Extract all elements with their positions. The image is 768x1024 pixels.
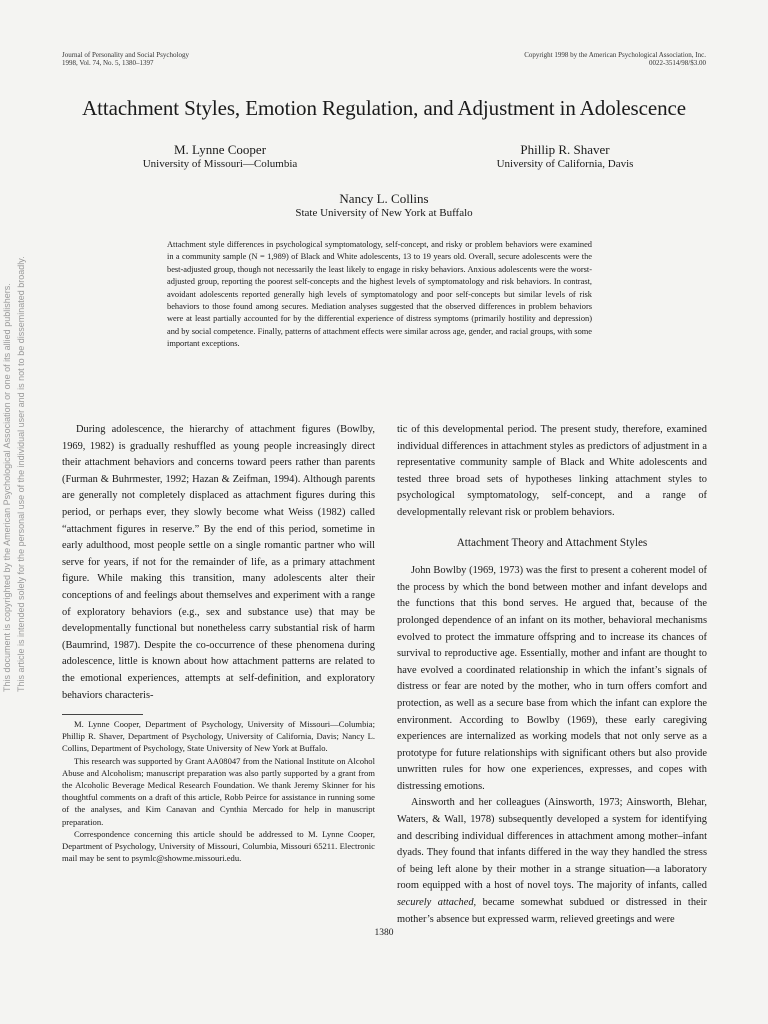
copyright-sidebar-notice: This document is copyrighted by the American Psychological Association or one of its allied publishers. <box>2 283 12 692</box>
author-name: Nancy L. Collins <box>339 191 429 206</box>
author-name: M. Lynne Cooper <box>173 142 267 157</box>
body-paragraph: John Bowlby (1969, 1973) was the first to present a coherent model of the process by which the bond between mother and infant develops and the functions that this bond serves. He argued that, because of the prolonged dependence of an infant on its mother, behavioral mechanisms evolved to protect the immature offspring and to increase its chances of survival to reproductive age. Essentially, mother and infant are thought to have evolved a coordinated relationship in which the infant’s signals of distress or fear are noted by the mother, who in turn offers comfort and protection, as well as a secure base from which the infant can explore the environment. According to Bowlby (1969), these early caregiving experiences are internalized as working models that not only serve as a prototype for future relationships with significant others but also provide unwritten rules for how one experiences, expresses, and copes with distressing emotions. <box>397 565 707 792</box>
author-name: Phillip R. Shaver <box>520 142 610 157</box>
abstract: Attachment style differences in psychological symptomatology, self-concept, and risky or problem behaviors were examined in a community sample (N = 1,989) of Black and White adolescents, 13 to 19 years old. Overall, secure adolescents were the best-adjusted group, though not necessarily the least likely to engage in risky behaviors. Anxious adolescents were the worst-adjusted group, reporting the poorest self-concepts and the highest levels of symptomatology and risk behaviors. In contrast, avoidant adolescents reported generally high levels of symptomatology and poor self-concepts but similar levels of risk behaviors to those found among secures. Mediation analyses suggested that the observed differences in problem behaviors were at least partially accounted for by the differential experience of distress symptoms (primarily hostility and depression) and by social competence. Finally, patterns of attachment effects were similar across age, gender, and racial groups, with some important exceptions. <box>167 240 592 349</box>
author-affiliation: State University of New York at Buffalo <box>295 207 473 219</box>
journal-citation <box>62 51 189 67</box>
paragraph-text: became somewhat subdued or distressed in their mother’s absence but expressed warm, relieved greetings and were <box>397 897 707 925</box>
body-paragraph: During adolescence, the hierarchy of attachment figures (Bowlby, 1969, 1982) is gradually reshuffled as young people increasingly direct their attachment behaviors and concerns toward peers rather than parents (Furman & Buhrmester, 1992; Hazan & Zeifman, 1994). Although parents are generally not completely displaced as attachment figures during this period, or perhaps ever, they slowly become what Weiss (1982) called “attachment figures in reserve.” By the end of this period, sometime in early adulthood, most people settle on a single romantic partner who will serve for years, if not for the remainder of life, as a primary attachment figure. While making this transition, many adolescents alter their conceptions of and feelings about themselves and experiment with a range of exploratory behaviors (e.g., sex and substance use) that may be developmentally functional but nonetheless carry substantial risk of harm (Baumrind, 1987). Despite the co-occurrence of these phenomena during adolescence, little is known about how attachment patterns are related to the emotional experiences, attempts at self-definition, and exploratory behaviors characteris- <box>62 424 375 701</box>
copyright-text: Copyright 1998 by the American Psychological Association, Inc. <box>524 51 706 59</box>
section-heading: Attachment Theory and Attachment Styles <box>456 536 648 549</box>
issn-text: 0022-3514/98/$3.00 <box>649 59 706 67</box>
footnote-divider <box>62 714 143 715</box>
author-block-1 <box>120 142 320 170</box>
author-block-2 <box>455 142 675 170</box>
correspondence-note: Correspondence concerning this article should be addressed to M. Lynne Cooper, Department of Psychology, University of Missouri, Columbia, Missouri 65211. Electronic mail may be sent to psymlc@showme.missouri.edu. <box>62 828 375 864</box>
body-paragraph: tic of this developmental period. The present study, therefore, examined individual differences in attachment styles as predictors of adjustment in a representative community sample of Black and White adolescents and tested three broad sets of hypotheses linking attachment styles to psychological symptomatology, self-concept, and a range of developmentally relevant risk or problem behaviors. <box>397 424 707 518</box>
body-paragraph <box>397 795 707 928</box>
article-title: Attachment Styles, Emotion Regulation, and Adjustment in Adolescence <box>82 96 686 120</box>
left-column <box>62 422 375 704</box>
author-note: M. Lynne Cooper, Department of Psychology, University of Missouri—Columbia; Phillip R. Shaver, Department of Psychology, University of California, Davis; Nancy L. Collins, Department of Psychology, State University of New York at Buffalo. <box>62 719 375 754</box>
funding-note: This research was supported by Grant AA08047 from the National Institute on Alcohol Abuse and Alcoholism; manuscript preparation was also partly supported by a grant from the Alcoholic Beverage Medical Research Foundation. We thank Jeremy Skinner for his thoughtful comments on a draft of this article, Robb Peirce for assistance in running some of the analyses, and Kim Canavan and Cynthia Mercado for help in manuscript preparation. <box>62 755 375 827</box>
journal-volume: 1998, Vol. 74, No. 5, 1380–1397 <box>62 59 154 67</box>
page-number: 1380 <box>374 928 394 938</box>
author-affiliation: University of Missouri—Columbia <box>142 158 298 170</box>
usage-sidebar-notice: This article is intended solely for the personal use of the individual user and is not to be disseminated broadly. <box>16 256 26 692</box>
emphasized-term: securely attached, <box>397 897 477 909</box>
copyright-notice <box>524 51 706 67</box>
paragraph-text: Ainsworth and her colleagues (Ainsworth, 1973; Ainsworth, Blehar, Waters, & Wall, 1978) subsequently developed a system for identifying and describing individual differences in attachment among mother–infant dyads. They found that infants differed in the way they handled the stress of being left alone by their mother in a strange situation—a laboratory room equipped with a host of novel toys. The majority of infants, called <box>397 797 707 892</box>
author-block-3 <box>234 191 534 219</box>
footnotes <box>62 718 375 864</box>
journal-name: Journal of Personality and Social Psychology <box>62 51 189 59</box>
right-column <box>397 422 707 928</box>
author-affiliation: University of California, Davis <box>496 158 634 170</box>
